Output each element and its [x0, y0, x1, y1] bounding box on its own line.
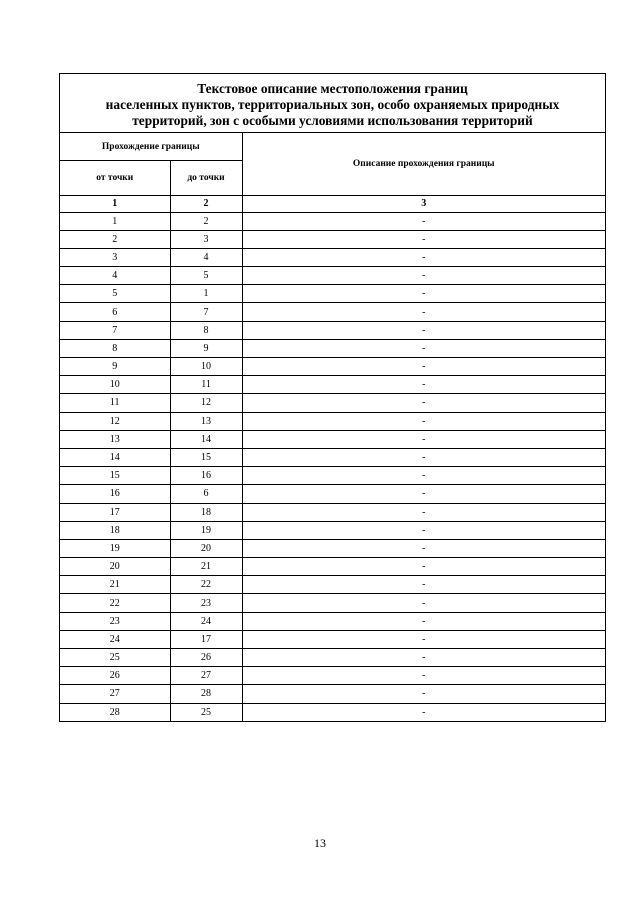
- from-point-cell: 9: [60, 358, 170, 376]
- from-point-cell: 14: [60, 448, 170, 466]
- table-row: [60, 594, 605, 612]
- to-point-cell: 3: [170, 230, 242, 248]
- from-point-cell: 23: [60, 612, 170, 630]
- description-cell: -: [242, 703, 605, 721]
- description-cell: -: [242, 558, 605, 576]
- table-row: [60, 539, 605, 557]
- description-cell: -: [242, 539, 605, 557]
- description-cell: -: [242, 576, 605, 594]
- description-cell: -: [242, 448, 605, 466]
- table-row: [60, 685, 605, 703]
- table-row: [60, 303, 605, 321]
- table-row: [60, 667, 605, 685]
- to-point-cell: 24: [170, 612, 242, 630]
- description-cell: -: [242, 358, 605, 376]
- from-point-cell: 22: [60, 594, 170, 612]
- table-row: [60, 430, 605, 448]
- column-number-2: 2: [170, 196, 242, 213]
- to-point-cell: 19: [170, 521, 242, 539]
- boundary-table: [60, 133, 605, 721]
- to-point-cell: 16: [170, 467, 242, 485]
- table-row: [60, 376, 605, 394]
- table-row: [60, 448, 605, 466]
- to-point-cell: 25: [170, 703, 242, 721]
- table-row: [60, 394, 605, 412]
- from-point-cell: 5: [60, 285, 170, 303]
- table-row: [60, 558, 605, 576]
- description-cell: -: [242, 667, 605, 685]
- description-cell: -: [242, 630, 605, 648]
- description-cell: -: [242, 503, 605, 521]
- to-point-cell: 13: [170, 412, 242, 430]
- from-point-cell: 1: [60, 212, 170, 230]
- description-cell: -: [242, 248, 605, 266]
- table-row: [60, 576, 605, 594]
- description-cell: -: [242, 412, 605, 430]
- to-point-cell: 1: [170, 285, 242, 303]
- from-point-cell: 17: [60, 503, 170, 521]
- from-point-cell: 19: [60, 539, 170, 557]
- table-body: [60, 196, 605, 721]
- boundary-table-frame: [59, 73, 606, 722]
- from-point-cell: 18: [60, 521, 170, 539]
- from-point-cell: 12: [60, 412, 170, 430]
- from-point-cell: 3: [60, 248, 170, 266]
- to-point-cell: 15: [170, 448, 242, 466]
- to-point-cell: 27: [170, 667, 242, 685]
- to-point-cell: 23: [170, 594, 242, 612]
- table-row: [60, 412, 605, 430]
- to-point-cell: 11: [170, 376, 242, 394]
- to-point-cell: 2: [170, 212, 242, 230]
- description-cell: -: [242, 467, 605, 485]
- from-point-cell: 2: [60, 230, 170, 248]
- table-row: [60, 212, 605, 230]
- description-cell: -: [242, 321, 605, 339]
- page-number: 13: [314, 836, 326, 850]
- table-row: [60, 267, 605, 285]
- table-row: [60, 521, 605, 539]
- from-point-cell: 25: [60, 649, 170, 667]
- table-row: [60, 485, 605, 503]
- description-cell: -: [242, 685, 605, 703]
- description-cell: -: [242, 376, 605, 394]
- table-row: [60, 649, 605, 667]
- column-number-row: [60, 196, 605, 213]
- column-number-1: 1: [60, 196, 170, 213]
- header-to-point: до точки: [170, 161, 242, 196]
- table-row: [60, 612, 605, 630]
- to-point-cell: 28: [170, 685, 242, 703]
- to-point-cell: 17: [170, 630, 242, 648]
- table-row: [60, 339, 605, 357]
- from-point-cell: 11: [60, 394, 170, 412]
- from-point-cell: 8: [60, 339, 170, 357]
- from-point-cell: 21: [60, 576, 170, 594]
- to-point-cell: 10: [170, 358, 242, 376]
- from-point-cell: 10: [60, 376, 170, 394]
- to-point-cell: 5: [170, 267, 242, 285]
- table-row: [60, 703, 605, 721]
- column-number-3: 3: [242, 196, 605, 213]
- to-point-cell: 18: [170, 503, 242, 521]
- to-point-cell: 20: [170, 539, 242, 557]
- description-cell: -: [242, 594, 605, 612]
- table-row: [60, 321, 605, 339]
- table-row: [60, 467, 605, 485]
- from-point-cell: 20: [60, 558, 170, 576]
- description-cell: -: [242, 230, 605, 248]
- from-point-cell: 13: [60, 430, 170, 448]
- description-cell: -: [242, 212, 605, 230]
- description-cell: -: [242, 430, 605, 448]
- to-point-cell: 7: [170, 303, 242, 321]
- to-point-cell: 9: [170, 339, 242, 357]
- header-description: Описание прохождения границы: [242, 133, 605, 196]
- table-row: [60, 630, 605, 648]
- table-row: [60, 248, 605, 266]
- from-point-cell: 28: [60, 703, 170, 721]
- to-point-cell: 8: [170, 321, 242, 339]
- to-point-cell: 6: [170, 485, 242, 503]
- from-point-cell: 16: [60, 485, 170, 503]
- title-line-2: населенных пунктов, территориальных зон, особо охраняемых природных: [105, 97, 560, 112]
- to-point-cell: 4: [170, 248, 242, 266]
- description-cell: -: [242, 612, 605, 630]
- table-row: [60, 358, 605, 376]
- to-point-cell: 26: [170, 649, 242, 667]
- to-point-cell: 12: [170, 394, 242, 412]
- description-cell: -: [242, 267, 605, 285]
- description-cell: -: [242, 485, 605, 503]
- to-point-cell: 14: [170, 430, 242, 448]
- description-cell: -: [242, 521, 605, 539]
- from-point-cell: 7: [60, 321, 170, 339]
- description-cell: -: [242, 339, 605, 357]
- from-point-cell: 15: [60, 467, 170, 485]
- from-point-cell: 24: [60, 630, 170, 648]
- description-cell: -: [242, 649, 605, 667]
- from-point-cell: 27: [60, 685, 170, 703]
- from-point-cell: 4: [60, 267, 170, 285]
- description-cell: -: [242, 394, 605, 412]
- title-line-1: Текстовое описание местоположения границ: [197, 81, 468, 96]
- header-from-point: от точки: [60, 161, 170, 196]
- title-line-3: территорий, зон с особыми условиями использования территорий: [132, 113, 533, 128]
- to-point-cell: 22: [170, 576, 242, 594]
- table-row: [60, 503, 605, 521]
- from-point-cell: 6: [60, 303, 170, 321]
- table-row: [60, 230, 605, 248]
- from-point-cell: 26: [60, 667, 170, 685]
- header-passage: Прохождение границы: [60, 133, 242, 161]
- description-cell: -: [242, 285, 605, 303]
- to-point-cell: 21: [170, 558, 242, 576]
- table-row: [60, 285, 605, 303]
- document-title: [60, 74, 605, 133]
- description-cell: -: [242, 303, 605, 321]
